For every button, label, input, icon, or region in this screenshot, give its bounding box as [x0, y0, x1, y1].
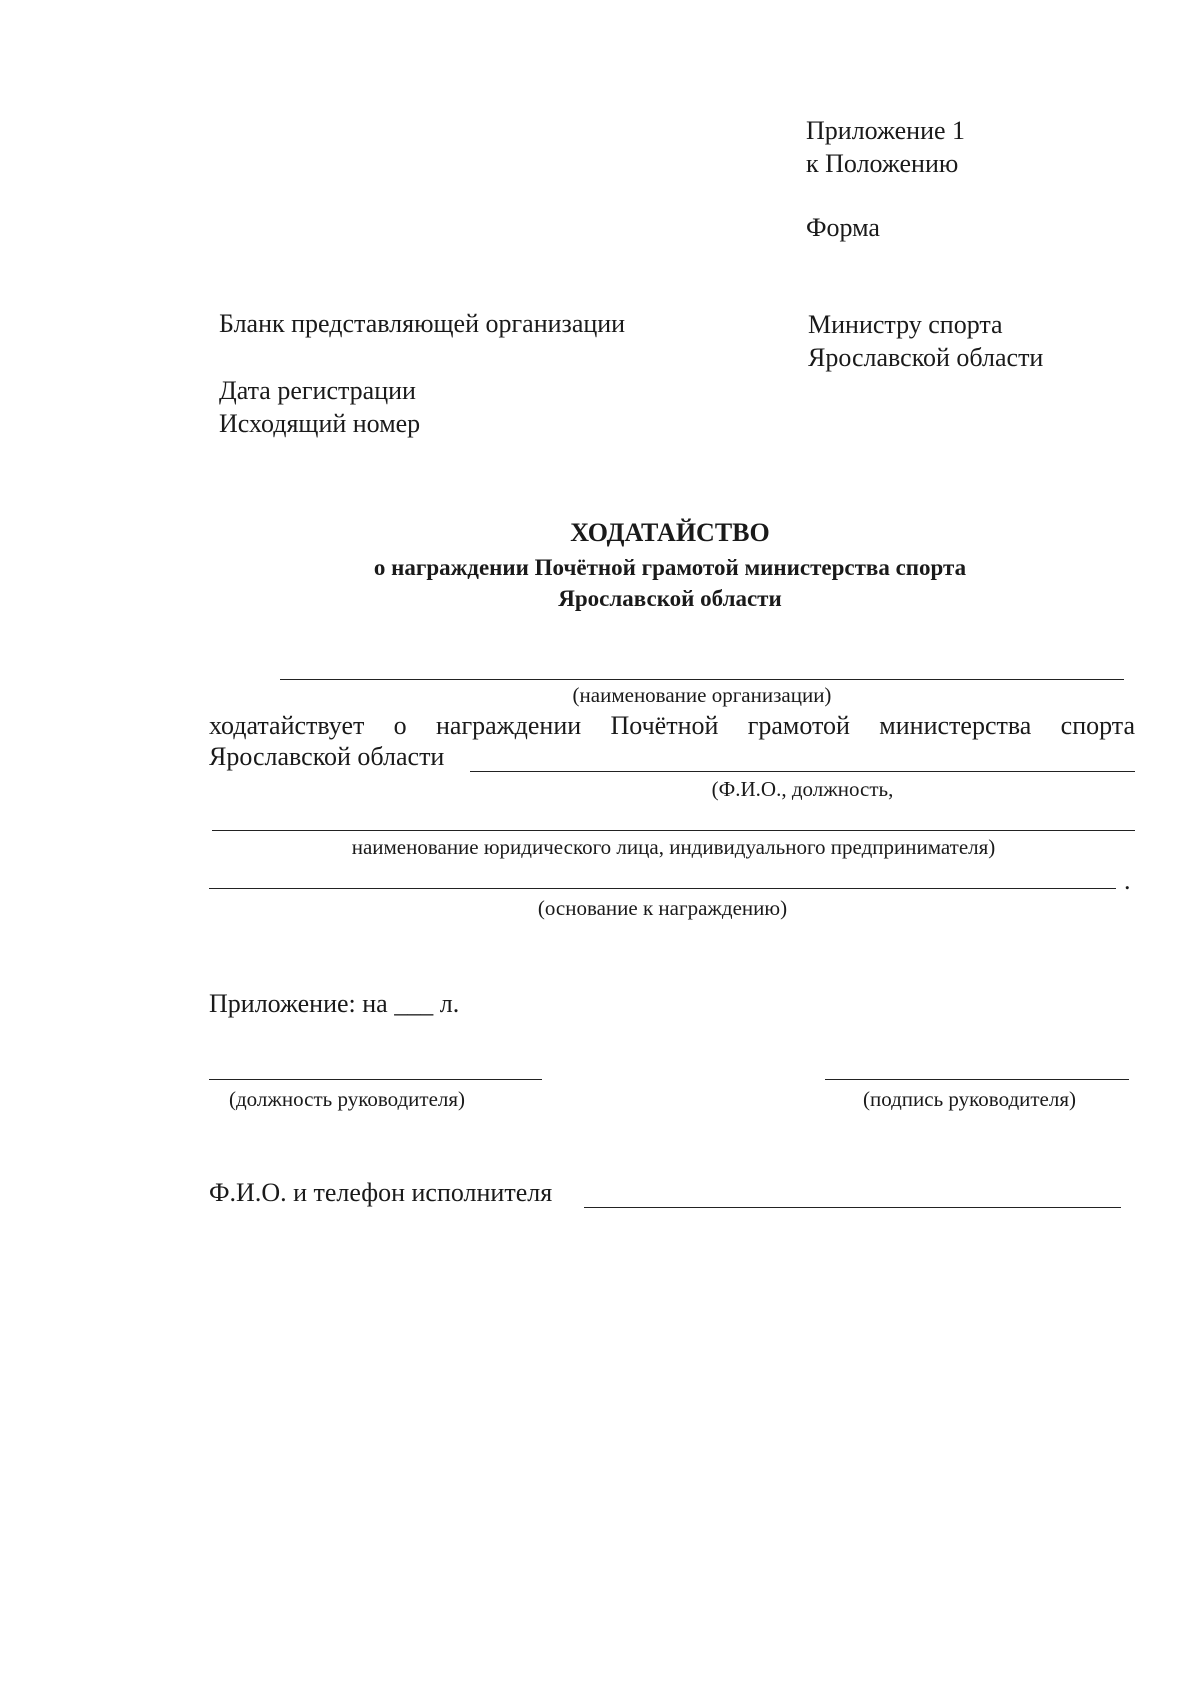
award-basis-line [209, 888, 1116, 889]
form-label: Форма [806, 213, 880, 242]
regulation-label: к Положению [806, 149, 959, 178]
attachment-line [209, 987, 459, 1021]
document-subtitle-line-1: о награждении Почётной грамотой министерства спорта [373, 555, 967, 580]
addressee-line-1: Министру спорта [808, 310, 1003, 339]
document-subtitle-line-2: Ярославской области [558, 586, 782, 611]
organization-name-caption: (наименование организации) [572, 683, 832, 707]
head-position-caption: (должность руководителя) [229, 1087, 466, 1111]
outgoing-number-label: Исходящий номер [219, 409, 421, 438]
award-basis-period: . [1124, 866, 1131, 895]
addressee-line-2: Ярославской области [808, 343, 1044, 372]
nominee-caption: (Ф.И.О., должность, [711, 777, 894, 801]
document-title: ХОДАТАЙСТВО [570, 518, 770, 547]
petition-text-line-1: ходатайствует о награждении Почётной грамотой министерства спорта [209, 711, 1135, 740]
legal-entity-caption: наименование юридического лица, индивидуального предпринимателя) [351, 835, 996, 859]
executor-line [584, 1207, 1121, 1208]
appendix-label: Приложение 1 [806, 116, 966, 145]
registration-date-label: Дата регистрации [219, 376, 416, 405]
attachment-pages-blank: ___ [394, 989, 434, 1018]
nominee-line [470, 771, 1135, 772]
executor-label: Ф.И.О. и телефон исполнителя [209, 1178, 553, 1207]
letterhead-label: Бланк представляющей организации [219, 309, 626, 338]
award-basis-caption: (основание к награждению) [537, 896, 788, 920]
head-position-line [209, 1079, 542, 1080]
head-signature-caption: (подпись руководителя) [863, 1087, 1077, 1111]
attachment-prefix: Приложение: на [209, 989, 388, 1018]
head-signature-line [825, 1079, 1129, 1080]
organization-name-line [280, 679, 1124, 680]
petition-text-line-2: Ярославской области [209, 742, 445, 771]
attachment-suffix: л. [439, 989, 460, 1018]
legal-entity-line [212, 830, 1135, 831]
